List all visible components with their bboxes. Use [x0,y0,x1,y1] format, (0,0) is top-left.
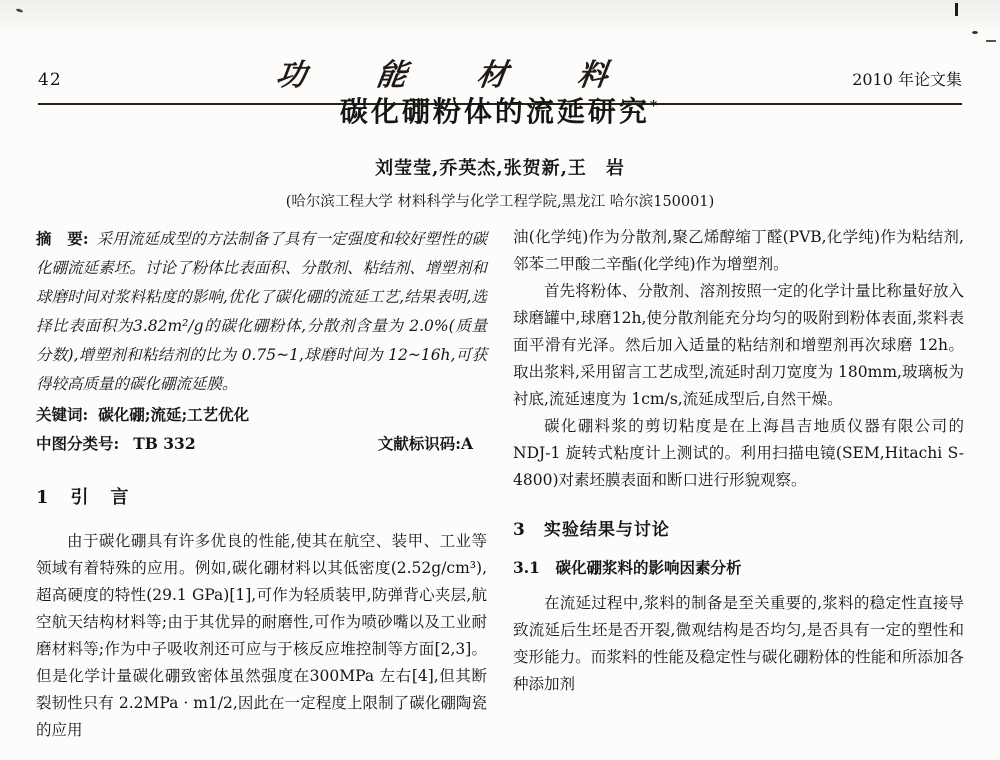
keywords-label: 关键词: [36,405,89,424]
section-1-heading: 1 引 言 [36,487,131,508]
journal-calligraphy-logo: 功 能 材 料 [273,58,640,93]
abstract-paragraph [36,224,487,399]
measurement-paragraph: 碳化硼料浆的剪切粘度是在上海昌吉地质仪器有限公司的 NDJ-1 旋转式粘度计上测试的。利用扫描电镜(SEM,Hitachi S-4800)对素坯膜表面和断口进行形貌观察。 [513,417,964,489]
subsection-3-1-heading: 3.1 碳化硼浆料的影响因素分析 [513,558,742,577]
paper-title-text: 碳化硼粉体的流延研究 [339,95,650,128]
scan-dash-right-edge [986,40,996,42]
title-block [0,90,1000,130]
clc-value: TB 332 [133,434,196,453]
left-column [36,224,487,760]
scan-dot-right [972,31,978,34]
authors-line: 刘莹莹,乔英杰,张贺新,王 岩 [375,158,625,179]
abstract-text: 采用流延成型的方法制备了具有一定强度和较好塑性的碳化硼流延素坯。讨论了粉体比表面积、分散剂、粘结剂、增塑剂和球磨时间对浆料粘度的影响,优化了碳化硼的流延工艺,结果表明,选择比表面积为3.82m²/g的碳化硼粉体,分散剂含量为 2.0%(质量分数),增塑剂和粘结剂的比为 0.75~1,球磨时间为 12~16h,可获得较高质量的碳化硼流延膜。 [36,230,487,393]
paper-title [340,95,660,128]
right-column [513,224,964,760]
page-number: 42 [38,70,62,90]
continuation-paragraph: 油(化学纯)作为分散剂,聚乙烯醇缩丁醛(PVB,化学纯)作为粘结剂,邻苯二甲酸二辛酯(化学纯)作为增塑剂。 [513,228,964,273]
two-column-body [36,224,964,760]
keywords-text: 碳化硼;流延;工艺优化 [98,405,250,424]
abstract-label: 摘 要: [36,229,89,248]
affiliation-line: (哈尔滨工程大学 材料科学与化学工程学院,黑龙江 哈尔滨150001) [285,194,715,210]
scan-speck-top-left [16,8,24,13]
classification-line [36,429,487,458]
scan-tick-top-right [955,3,958,16]
document-code: 文献标识码:A [377,434,473,453]
header-collection-label: 2010 年论文集 [852,70,962,89]
title-footnote-mark: * [649,98,661,115]
introduction-paragraph: 由于碳化硼具有许多优良的性能,使其在航空、装甲、工业等领域有着特殊的应用。例如,碳化硼材料以其低密度(2.52g/cm³),超高硬度的特性(29.1 GPa)[1],可作为轻质装甲,防弹背心夹层,航空航天结构材料等;由于其优异的耐磨性,可作为喷砂嘴以及工业耐磨材料等;作为中子吸收剂还可应与于核反应堆控制等方面[2,3]。但是化学计量碳化硼致密体虽然强度在300MPa 左右[4],但其断裂韧性只有 2.2MPa · m1/2,因此在一定程度上限制了碳化硼陶瓷的应用 [36,532,487,739]
discussion-paragraph: 在流延过程中,浆料的制备是至关重要的,浆料的稳定性直接导致流延后生坯是否开裂,微观结构是否均匀,是否具有一定的塑性和变形能力。而浆料的性能及稳定性与碳化硼粉体的性能和所添加各种添加剂 [513,594,964,693]
keywords-line [36,400,487,429]
clc-label: 中图分类号: [36,434,120,453]
process-paragraph: 首先将粉体、分散剂、溶剂按照一定的化学计量比称量好放入球磨罐中,球磨12h,使分散剂能充分均匀的吸附到粉体表面,浆料表面平滑有光泽。然后加入适量的粘结剂和增塑剂再次球磨 12h。取出浆料,采用留言工艺成型,流延时刮刀宽度为 180mm,玻璃板为衬底,流延速度为 1cm/s,流延成型后,自然干燥。 [513,282,964,408]
section-3-heading: 3 实验结果与讨论 [513,520,670,540]
